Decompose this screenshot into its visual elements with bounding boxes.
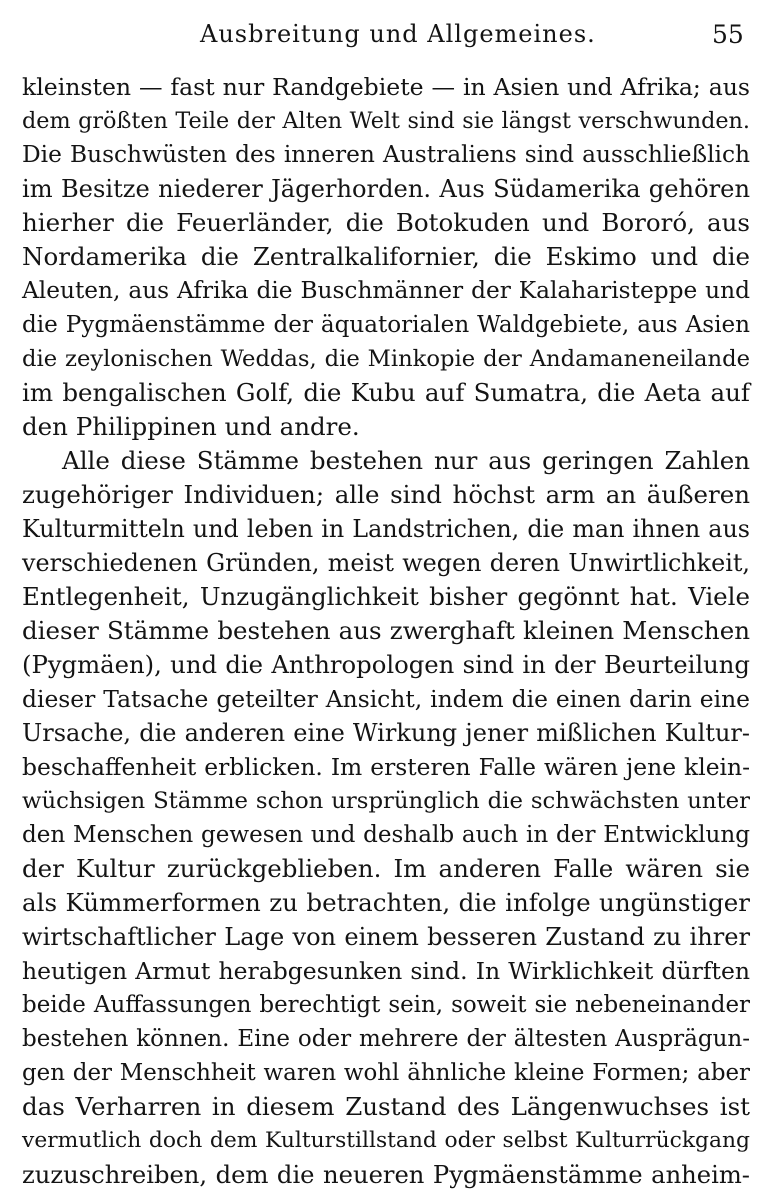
page-number: 55 xyxy=(712,20,744,49)
paragraph xyxy=(22,70,750,444)
text-line: dem größten Teile der Alten Welt sind sie längst verschwunden. xyxy=(22,108,750,134)
paragraph xyxy=(22,444,750,1192)
text-line: zugehöriger Individuen; alle sind höchst arm an äußeren xyxy=(22,480,750,509)
text-line: der Kultur zurückgeblieben. Im anderen Falle wären sie xyxy=(22,854,750,883)
text-line: den Menschen gewesen und deshalb auch in der Entwicklung xyxy=(22,822,750,848)
text-line: wüchsigen Stämme schon ursprünglich die schwächsten unter xyxy=(22,788,750,814)
text-line: vermutlich doch dem Kulturstillstand oder selbst Kulturrückgang xyxy=(22,1128,750,1153)
text-line: Nordamerika die Zentralkalifornier, die Eskimo und die xyxy=(22,242,750,271)
text-line: Alle diese Stämme bestehen nur aus geringen Zahlen xyxy=(62,446,750,475)
text-line: die Pygmäenstämme der äquatorialen Waldgebiete, aus Asien xyxy=(22,312,750,338)
text-line: das Verharren in diesem Zustand des Längenwuchses ist xyxy=(22,1092,750,1121)
text-line: im Besitze niederer Jägerhorden. Aus Südamerika gehören xyxy=(22,175,750,203)
text-line: dieser Stämme bestehen aus zwerghaft kleinen Menschen xyxy=(22,616,750,645)
text-line: Aleuten, aus Afrika die Buschmänner der Kalaharisteppe und xyxy=(22,277,750,304)
text-line: verschiedenen Gründen, meist wegen deren Unwirtlichkeit, xyxy=(22,549,750,577)
text-line: zuzuschreiben, dem die neueren Pygmäenstämme anheim- xyxy=(22,1161,750,1189)
text-line: heutigen Armut herabgesunken sind. In Wirklichkeit dürften xyxy=(22,957,750,985)
running-head xyxy=(0,14,766,54)
text-line: im bengalischen Golf, die Kubu auf Sumatra, die Aeta auf xyxy=(22,378,750,407)
text-line: beschaffenheit erblicken. Im ersteren Falle wären jene klein- xyxy=(22,753,750,781)
text-line: als Kümmerformen zu betrachten, die infolge ungünstiger xyxy=(22,888,750,917)
text-line: bestehen können. Eine oder mehrere der ältesten Ausprägun- xyxy=(22,1026,750,1052)
text-line: gen der Menschheit waren wohl ähnliche kleine Formen; aber xyxy=(22,1060,750,1086)
text-line: Die Buschwüsten des inneren Australiens sind ausschließlich xyxy=(22,141,750,168)
text-line: den Philippinen und andre. xyxy=(22,412,360,441)
text-line: wirtschaftlicher Lage von einem besseren Zustand zu ihrer xyxy=(22,923,750,951)
text-line: kleinsten — fast nur Randgebiete — in Asien und Afrika; aus xyxy=(22,73,750,101)
text-line: hierher die Feuerländer, die Botokuden und Bororó, aus xyxy=(22,208,750,237)
running-title: Ausbreitung und Allgemeines. xyxy=(200,20,596,48)
body-text xyxy=(22,70,750,1192)
text-line: beide Auffassungen berechtigt sein, soweit sie nebeneinander xyxy=(22,992,750,1018)
text-line: Kulturmitteln und leben in Landstrichen, die man ihnen aus xyxy=(22,515,750,543)
text-line: dieser Tatsache geteilter Ansicht, indem die einen darin eine xyxy=(22,685,750,713)
text-line: Ursache, die anderen eine Wirkung jener mißlichen Kultur- xyxy=(22,719,750,747)
text-line: Entlegenheit, Unzugänglichkeit bisher gegönnt hat. Viele xyxy=(22,582,750,611)
text-line: die zeylonischen Weddas, die Minkopie der Andamaneneilande xyxy=(22,346,750,372)
text-line: (Pygmäen), und die Anthropologen sind in der Beurteilung xyxy=(22,650,750,679)
